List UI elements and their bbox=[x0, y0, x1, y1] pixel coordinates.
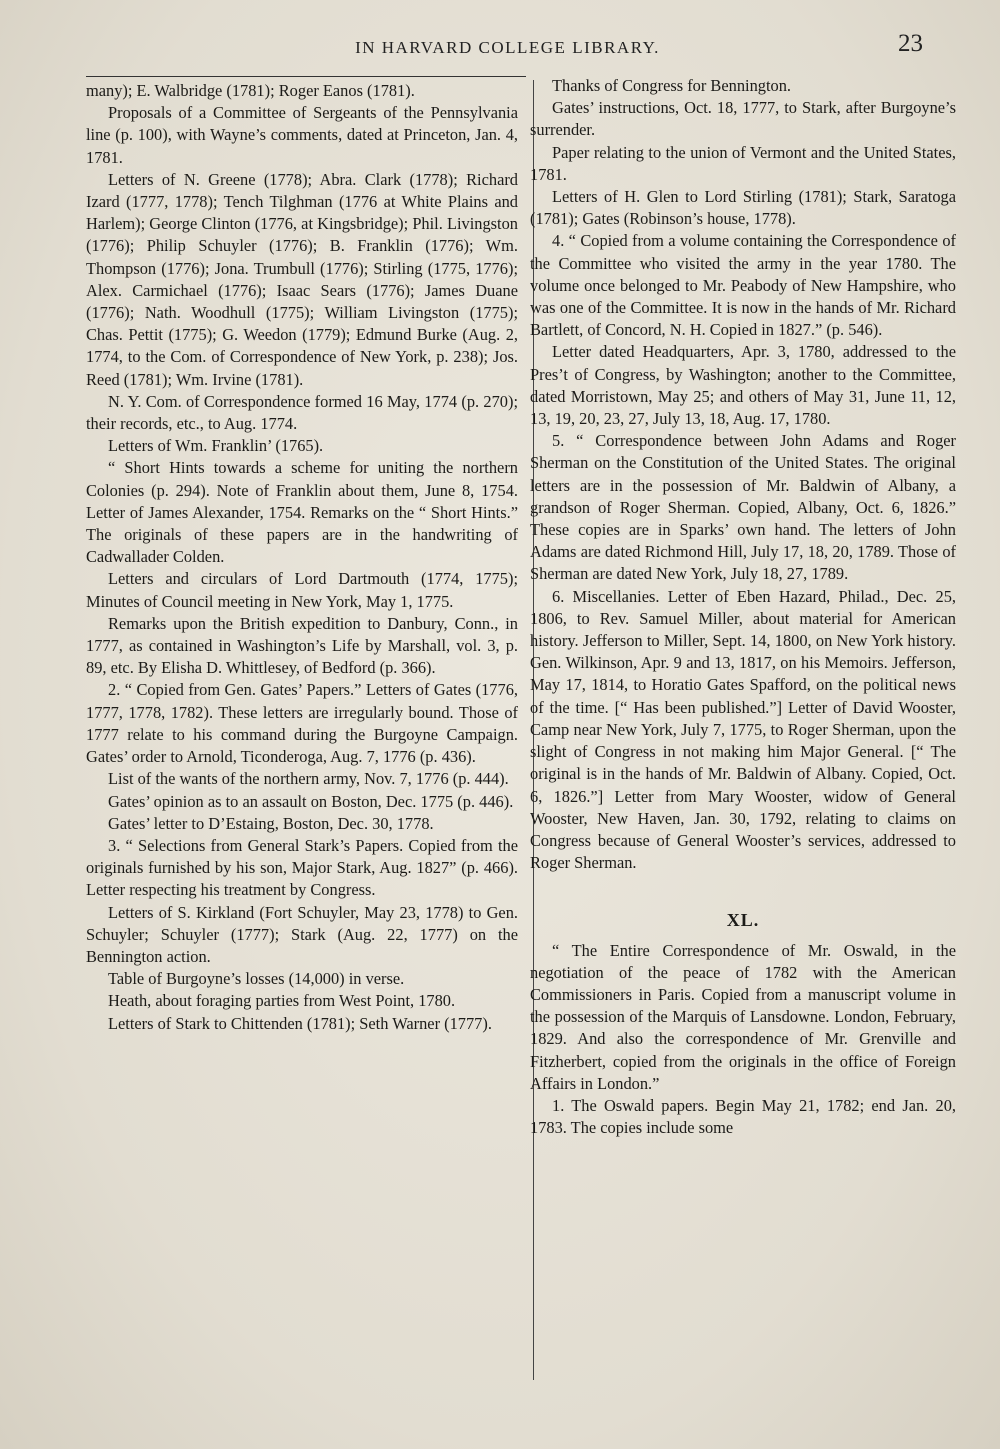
paragraph: 2. “ Copied from Gen. Gates’ Papers.” Letters of Gates (1776, 1777, 1778, 1782). These letters are irregularly bound. Those of 1777 relate to his command during the Burgoyne Campaign. Gates’ order to Arnold, Ticonderoga, Aug. 7, 1776 (p. 436). bbox=[86, 680, 518, 767]
section-heading: XL. bbox=[726, 910, 760, 931]
page-number: 23 bbox=[898, 30, 923, 57]
running-title: IN HARVARD COLLEGE LIBRARY. bbox=[355, 38, 660, 57]
paragraph: Letters of Wm. Franklin’ (1765). bbox=[108, 436, 324, 456]
paragraph: Letters and circulars of Lord Dartmouth (1774, 1775); Minutes of Council meeting in New York, May 1, 1775. bbox=[86, 569, 518, 611]
paragraph: Letters of Stark to Chittenden (1781); Seth Warner (1777). bbox=[108, 1013, 492, 1033]
paragraph: Letters of H. Glen to Lord Stirling (1781); Stark, Saratoga (1781); Gates (Robinson’s house, 1778). bbox=[530, 187, 956, 229]
paragraph: Letters of N. Greene (1778); Abra. Clark (1778); Richard Izard (1777, 1778); Tench Tilghman (1776 at White Plains and Harlem); George Clinton (1776, at Kingsbridge); Phil. Livingston (1776); Philip Schuyler (1776); B. Franklin (1776); Wm. Thompson (1776); Jona. Trumbull (1776); Stirling (1775, 1776); Alex. Carmichael (1776); Isaac Sears (1776); James Duane (1776); Nath. Woodhull (1775); William Livingston (1775); Chas. Pettit (1775); G. Weedon (1779); Edmund Burke (Aug. 2, 1774, to the Com. of Correspondence of New York, p. 238); Jos. Reed (1781); Wm. Irvine (1781). bbox=[86, 169, 518, 389]
paragraph: 5. “ Correspondence between John Adams and Roger Sherman on the Constitution of the United States. The original letters are in the possession of Mr. Baldwin of Albany, a grandson of Roger Sherman. Copied, Albany, Oct. 6, 1826.” These copies are in Sparks’ own hand. The letters of John Adams are dated Richmond Hill, July 17, 18, 20, 1789. Those of Sherman are dated New York, July 18, 27, 1789. bbox=[530, 431, 956, 584]
paragraph: Gates’ letter to D’Estaing, Boston, Dec. 30, 1778. bbox=[108, 813, 434, 833]
paragraph: 6. Miscellanies. Letter of Eben Hazard, Philad., Dec. 25, 1806, to Rev. Samuel Miller, about material for American history. Jefferson to Miller, Sept. 14, 1800, on New York history. Gen. Wilkinson, Apr. 9 and 13, 1817, on his Memoirs. Jefferson, May 17, 1814, to Horatio Gates Spafford, on the political news of the time. [“ Has been published.”] Letter of David Wooster, Camp near New York, July 7, 1775, to Roger Sherman, upon the slight of Congress in not making him Major General. [“ The original is in the hands of Mr. Baldwin of Albany. Copied, Oct. 6, 1826.”] Letter from Mary Wooster, widow of General Wooster, New Haven, Jan. 30, 1792, relating to claims on Congress because of General Wooster’s services, addressed to Roger Sherman. bbox=[530, 586, 956, 873]
paragraph: Gates’ opinion as to an assault on Boston, Dec. 1775 (p. 446). bbox=[108, 791, 514, 811]
paragraph: Remarks upon the British expedition to Danbury, Conn., in 1777, as contained in Washington’s Life by Marshall, vol. 3, p. 89, etc. By Elisha D. Whittlesey, of Bedford (p. 366). bbox=[86, 613, 518, 678]
paragraph: Letter dated Headquarters, Apr. 3, 1780, addressed to the Pres’t of Congress, by Washington; another to the Committee, dated Morristown, May 25; and others of May 31, June 11, 12, 13, 19, 20, 23, 27, July 13, 18, Aug. 17, 1780. bbox=[530, 342, 956, 429]
section-paragraph: “ The Entire Correspondence of Mr. Oswald, in the negotiation of the peace of 1782 with the American Commissioners in Paris. Copied from a manuscript volume in the possession of the Marquis of Lansdowne. London, February, 1829. And also the correspondence of Mr. Grenville and Fitzherbert, copied from the originals in the office of Foreign Affairs in London.” bbox=[530, 940, 956, 1093]
paragraph: Letters of S. Kirkland (Fort Schuyler, May 23, 1778) to Gen. Schuyler; Schuyler (1777); Stark (Aug. 22, 1777) on the Bennington action. bbox=[86, 902, 518, 966]
section-paragraph: 1. The Oswald papers. Begin May 21, 1782; end Jan. 20, 1783. The copies include some bbox=[530, 1095, 956, 1138]
paragraph: Heath, about foraging parties from West Point, 1780. bbox=[108, 991, 456, 1011]
paragraph: 3. “ Selections from General Stark’s Papers. Copied from the originals furnished by his son, Major Stark, Aug. 1827” (p. 466). Letter respecting his treatment by Congress. bbox=[86, 835, 518, 900]
paragraph: “ Short Hints towards a scheme for uniting the northern Colonies (p. 294). Note of Franklin about them, June 8, 1754. Letter of James Alexander, 1754. Remarks on the “ Short Hints.” The originals of these papers are in the handwriting of Cadwallader Colden. bbox=[86, 458, 518, 567]
paragraph: Proposals of a Committee of Sergeants of the Pennsylvania line (p. 100), with Wayne’s comments, dated at Princeton, Jan. 4, 1781. bbox=[86, 103, 518, 167]
paragraph: N. Y. Com. of Correspondence formed 16 May, 1774 (p. 270); their records, etc., to Aug. 1774. bbox=[86, 391, 518, 434]
left-column bbox=[86, 80, 518, 1035]
header-rule bbox=[86, 76, 526, 77]
paragraph: Table of Burgoyne’s losses (14,000) in verse. bbox=[108, 969, 405, 989]
right-column bbox=[530, 75, 956, 1139]
paragraph: 4. “ Copied from a volume containing the Correspondence of the Committee who visited the army in the year 1780. The volume once belonged to Mr. Peabody of New Hampshire, who was one of the Committee. It is now in the hands of Mr. Richard Bartlett, of Concord, N. H. Copied in 1827.” (p. 546). bbox=[530, 231, 956, 340]
paragraph: List of the wants of the northern army, Nov. 7, 1776 (p. 444). bbox=[108, 769, 509, 789]
paragraph: many); E. Walbridge (1781); Roger Eanos (1781). bbox=[86, 81, 415, 100]
paragraph: Paper relating to the union of Vermont and the United States, 1781. bbox=[530, 142, 956, 184]
paragraph: Thanks of Congress for Bennington. bbox=[552, 76, 792, 95]
paragraph: Gates’ instructions, Oct. 18, 1777, to Stark, after Burgoyne’s surrender. bbox=[530, 98, 956, 140]
